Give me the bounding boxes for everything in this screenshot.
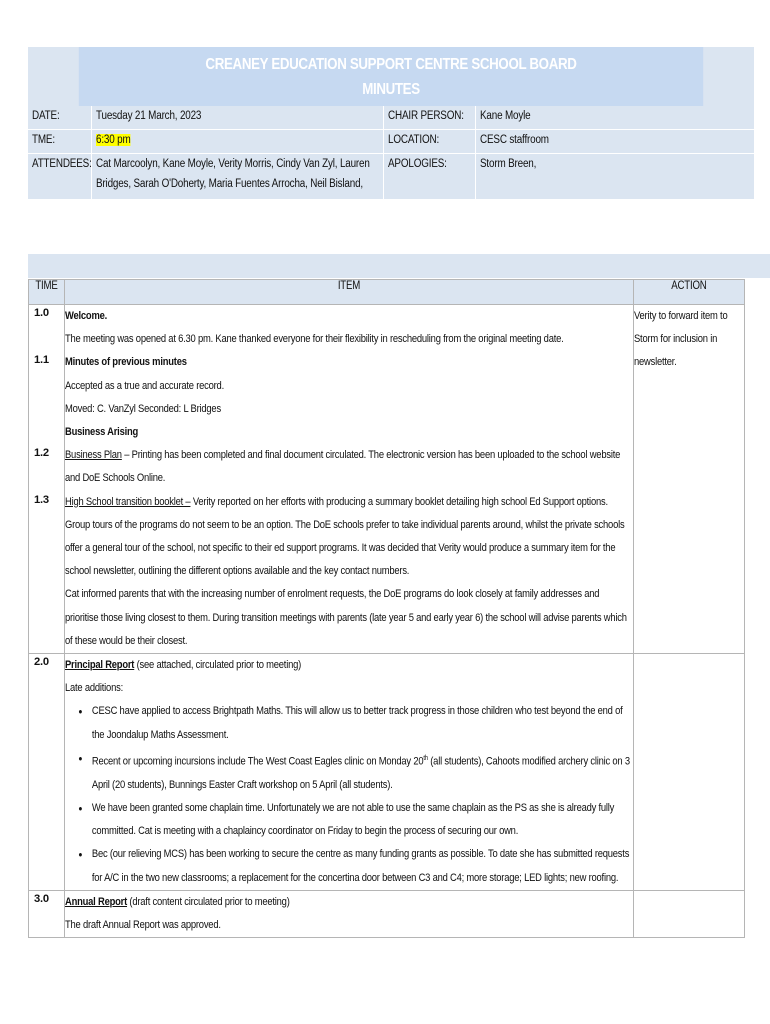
table-row xyxy=(29,654,745,891)
time-label: TME: xyxy=(32,134,55,146)
action-text: Verity to forward item to Storm for inclusion in newsletter. xyxy=(634,310,728,369)
minutes-table xyxy=(28,279,745,938)
header-block xyxy=(28,47,754,199)
late-additions-label: Late additions: xyxy=(64,682,123,695)
col-action-header: ACTION xyxy=(634,280,745,305)
minutes-text-1: Accepted as a true and accurate record. xyxy=(64,379,224,392)
annual-report-heading: Annual Report xyxy=(64,895,127,908)
business-plan-para xyxy=(65,444,633,490)
annual-report-note: (draft content circulated prior to meeting) xyxy=(126,895,290,908)
table-row xyxy=(29,890,745,937)
welcome-heading: Welcome. xyxy=(64,310,107,322)
attendees-line-2: Bridges, Sarah O'Doherty, Maria Fuentes Arrocha, Neil Bisland, xyxy=(96,178,363,190)
table-header-row xyxy=(29,280,745,305)
col-time-header: TIME xyxy=(29,280,65,305)
time-value: 6:30 pm xyxy=(96,134,131,146)
minutes-heading: Minutes of previous minutes xyxy=(64,356,187,369)
row3-action xyxy=(634,890,745,937)
time-1-1: 1.1 xyxy=(34,354,49,366)
transition-para xyxy=(65,491,633,584)
document-title xyxy=(79,47,703,106)
annual-report-para xyxy=(65,891,633,914)
attendees-label: ATTENDEES: xyxy=(32,158,92,170)
transition-text: Verity reported on her efforts with producing a summary booklet detailing high school Ed Support options. Group tours of the programs do not seem to be an option. The DoE schools prefer to take individual parents around, whilst the private schools offer a general tour of the school, not specific to their ed support programs. It was decided that Verity would produce a summary item for the school newsletter, outlining the different options available and the key contact numbers. xyxy=(64,495,625,578)
principal-report-heading: Principal Report xyxy=(64,659,135,672)
chair-value: Kane Moyle xyxy=(480,110,531,122)
section-divider-bar xyxy=(28,254,770,278)
business-plan-text: – Printing has been completed and final document circulated. The electronic version has been uploaded to the school website and DoE Schools Online. xyxy=(64,449,621,485)
table-row xyxy=(29,305,745,654)
welcome-text: The meeting was opened at 6.30 pm. Kane thanked everyone for their flexibility in rescheduling from the original meeting date. xyxy=(64,333,564,346)
chair-label: CHAIR PERSON: xyxy=(388,110,464,122)
transition-label: High School transition booklet – xyxy=(64,495,191,508)
title-line-1: CREANEY EDUCATION SUPPORT CENTRE SCHOOL BOARD xyxy=(205,56,577,73)
attendees-line-1: Cat Marcoolyn, Kane Moyle, Verity Morris, Cindy Van Zyl, Lauren xyxy=(96,158,370,170)
list-item: • CESC have applied to access Brightpath Maths. This will allow us to better track progress in those children who test beyond the end of the Joondalup Maths Assessment. xyxy=(92,700,633,746)
row1-times xyxy=(29,305,65,654)
minutes-header xyxy=(28,47,754,199)
title-line-2: MINUTES xyxy=(362,81,420,98)
location-label: LOCATION: xyxy=(388,134,440,146)
row2-action xyxy=(634,654,745,891)
row3-item xyxy=(64,890,633,937)
business-arising-heading: Business Arising xyxy=(64,426,139,439)
row1-action xyxy=(634,305,745,654)
col-item-header: ITEM xyxy=(64,280,633,305)
apologies-label: APOLOGIES: xyxy=(388,158,447,170)
list-item: • We have been granted some chaplain time. Unfortunately we are not able to use the same chaplain as the PS as she is already fully committed. Cat is meeting with a chaplaincy coordinator on Friday to begin the process of securing our own. xyxy=(92,797,633,843)
date-value: Tuesday 21 March, 2023 xyxy=(96,110,202,122)
time-1-3: 1.3 xyxy=(34,494,49,506)
list-item: • Recent or upcoming incursions include The West Coast Eagles clinic on Monday 20th (all students), Cahoots modified archery clinic on 3 April (20 students), Bunnings Easter Craft workshop on 5 April (all students). xyxy=(92,747,633,797)
late-additions-list xyxy=(65,700,633,889)
annual-report-text: The draft Annual Report was approved. xyxy=(64,919,221,932)
row1-item xyxy=(64,305,633,654)
date-label: DATE: xyxy=(32,110,60,122)
minutes-text-2: Moved: C. VanZyl Seconded: L Bridges xyxy=(64,402,221,415)
location-value: CESC staffroom xyxy=(480,134,549,146)
meeting-details xyxy=(28,106,754,199)
cat-informed-text: Cat informed parents that with the increasing number of enrolment requests, the DoE programs do look closely at family addresses and prioritise those living closest to them. During transition meetings with parents (late year 5 and early year 6) the school will advise parents which of these would be their closest. xyxy=(64,588,627,647)
apologies-value: Storm Breen, xyxy=(480,158,537,170)
row2-item xyxy=(64,654,633,891)
time-1-2: 1.2 xyxy=(34,447,49,459)
row2-time: 2.0 xyxy=(29,654,65,891)
row3-time: 3.0 xyxy=(29,890,65,937)
principal-report-note: (see attached, circulated prior to meeting) xyxy=(134,659,301,672)
principal-report-para xyxy=(65,654,633,677)
business-plan-label: Business Plan xyxy=(64,449,122,462)
list-item: • Bec (our relieving MCS) has been working to secure the centre as many funding grants as possible. To date she has submitted requests for A/C in the two new classrooms; a replacement for the concertina door between C3 and C4; more storage; LED lights; new roofing. xyxy=(92,843,633,889)
time-1-0: 1.0 xyxy=(34,307,49,319)
